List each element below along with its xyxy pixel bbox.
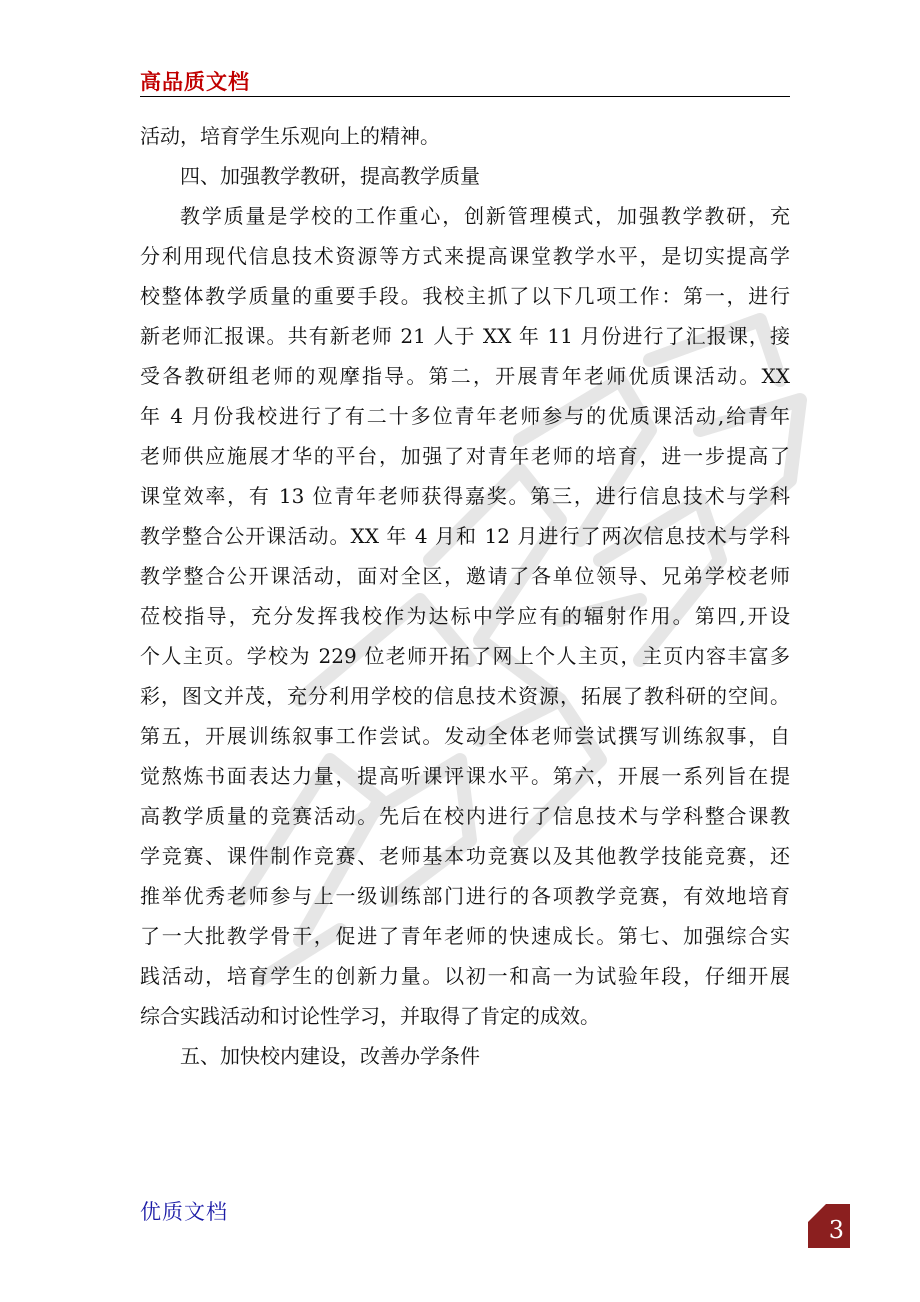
body-line: 五、加快校内建设，改善办学条件: [180, 1044, 480, 1068]
page-number-badge: [806, 1204, 850, 1248]
page-number: 3: [828, 1216, 844, 1244]
body-line: 课堂效率，有 13 位青年老师获得嘉奖。第三，进行信息技术与学科: [140, 484, 790, 508]
body-line: 推举优秀老师参与上一级训练部门进行的各项教学竞赛，有效地培育: [140, 884, 790, 908]
body-line: 教学整合公开课活动，面对全区，邀请了各单位领导、兄弟学校老师: [140, 564, 790, 588]
document-body: [140, 116, 790, 1076]
body-line: 四、加强教学教研，提高教学质量: [180, 164, 480, 188]
body-line: 教学质量是学校的工作重心，创新管理模式，加强教学教研，充: [180, 204, 790, 228]
body-line: 个人主页。学校为 229 位老师开拓了网上个人主页，主页内容丰富多: [140, 644, 790, 668]
body-line: 学竞赛、课件制作竞赛、老师基本功竞赛以及其他教学技能竞赛，还: [140, 844, 790, 868]
body-line: 活动，培育学生乐观向上的精神。: [140, 124, 440, 148]
body-line: 了一大批教学骨干，促进了青年老师的快速成长。第七、加强综合实: [140, 924, 790, 948]
body-line: 高教学质量的竞赛活动。先后在校内进行了信息技术与学科整合课教: [140, 804, 790, 828]
header-divider: [140, 96, 790, 97]
body-line: 综合实践活动和讨论性学习，并取得了肯定的成效。: [140, 1004, 600, 1028]
body-line: 年 4 月份我校进行了有二十多位青年老师参与的优质课活动,给青年: [140, 404, 790, 428]
body-line: 教学整合公开课活动。XX 年 4 月和 12 月进行了两次信息技术与学科: [140, 524, 790, 548]
body-line: 受各教研组老师的观摩指导。第二，开展青年老师优质课活动。XX: [140, 364, 790, 388]
body-line: 分利用现代信息技术资源等方式来提高课堂教学水平，是切实提高学: [140, 244, 790, 268]
body-line: 新老师汇报课。共有新老师 21 人于 XX 年 11 月份进行了汇报课，接: [140, 324, 790, 348]
body-line: 莅校指导，充分发挥我校作为达标中学应有的辐射作用。第四,开设: [140, 604, 790, 628]
body-line: 践活动，培育学生的创新力量。以初一和高一为试验年段，仔细开展: [140, 964, 790, 988]
body-line: 老师供应施展才华的平台，加强了对青年老师的培育，进一步提高了: [140, 444, 790, 468]
body-line: 觉熬炼书面表达力量，提高听课评课水平。第六，开展一系列旨在提: [140, 764, 790, 788]
footer-title: 优质文档: [140, 1200, 228, 1224]
header-title: 高品质文档: [140, 70, 250, 94]
body-line: 彩，图文并茂，充分利用学校的信息技术资源，拓展了教科研的空间。: [140, 684, 790, 708]
body-line: 第五，开展训练叙事工作尝试。发动全体老师尝试撰写训练叙事，自: [140, 724, 790, 748]
body-line: 校整体教学质量的重要手段。我校主抓了以下几项工作：第一，进行: [140, 284, 790, 308]
page-badge-corner: [808, 1204, 826, 1222]
